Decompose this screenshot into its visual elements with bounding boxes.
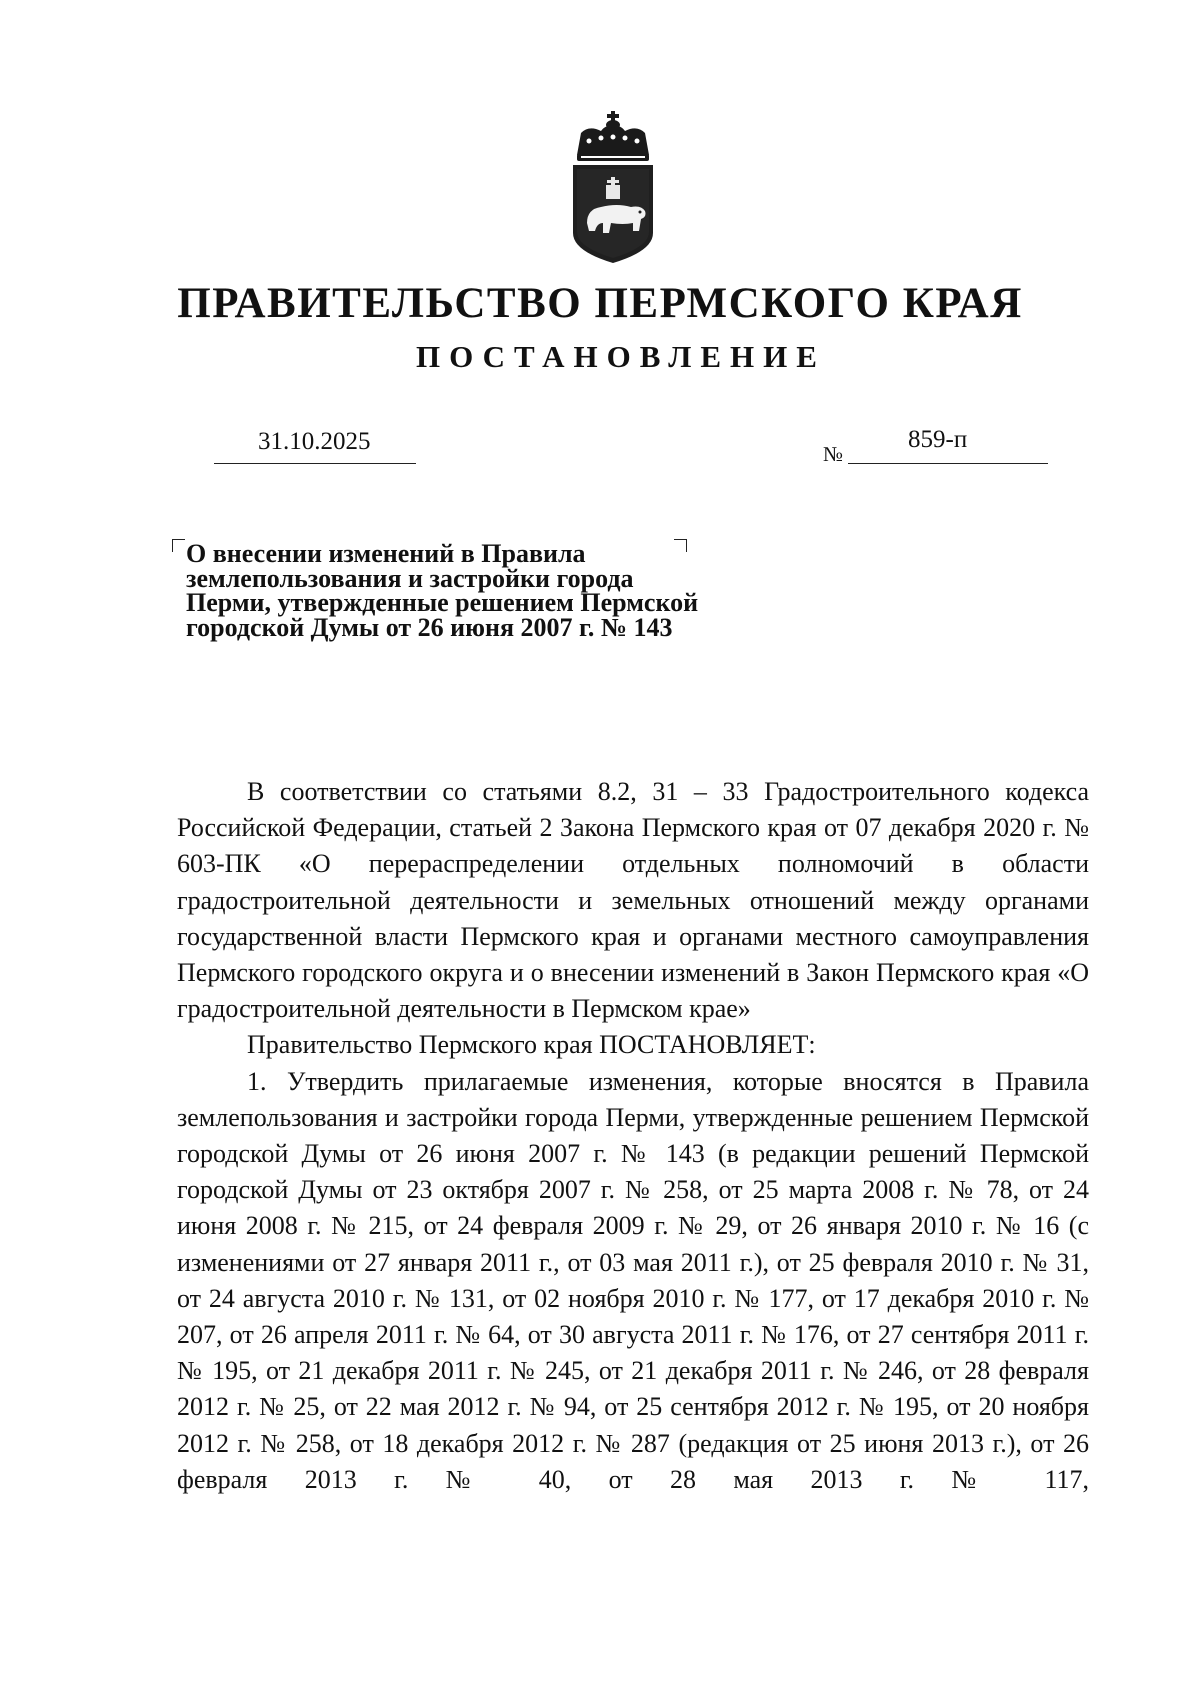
document-number: 859-п [908, 426, 968, 453]
item-1-paragraph: 1. Утвердить прилагаемые изменения, которые вносятся в Правила землепользования и застройки города Перми, утвержденные решением Пермской городской Думы от 26 июня 2007 г. № 143 (в редакции решений Пермской городской Думы от 23 октября 2007 г. № 258, от 25 марта 2008 г. № 78, от 24 июня 2008 г. № 215, от 24 февраля 2009 г. № 29, от 26 января 2010 г. № 16 (с изменениями от 27 января 2011 г., от 03 мая 2011 г.), от 25 февраля 2010 г. № 31, от 24 августа 2010 г. № 131, от 02 ноября 2010 г. № 177, от 17 декабря 2010 г. № 207, от 26 апреля 2011 г. № 64, от 30 августа 2011 г. № 176, от 27 сентября 2011 г. № 195, от 21 декабря 2011 г. № 245, от 21 декабря 2011 г. № 246, от 28 февраля 2012 г. № 25, от 22 мая 2012 г. № 94, от 25 сентября 2012 г. № 195, от 20 ноября 2012 г. № 258, от 18 декабря 2012 г. № 287 (редакция от 25 июня 2013 г.), от 26 февраля 2013 г. № 40, от 28 мая 2013 г. № 117, [177, 1066, 1089, 1494]
document-type: ПОСТАНОВЛЕНИЕ [416, 339, 826, 374]
preamble-paragraph: В соответствии со статьями 8.2, 31 – 33 Градостроительного кодекса Российской Федерации, статьей 2 Закона Пермского края от 07 декабря 2020 г. № 603-ПК «О перераспределении отдельных полномочий в области градостроительной деятельности и земельных отношений между органами государственной власти Пермского края и органами местного самоуправления Пермского городского округа и о внесении изменений в Закон Пермского края «О градостроительной деятельности в Пермском крае» [177, 777, 1089, 1024]
number-field [848, 423, 1048, 464]
coat-of-arms-icon [567, 111, 659, 263]
date-field [214, 423, 416, 464]
document-date: 31.10.2025 [258, 428, 371, 455]
document-body [177, 774, 1089, 1498]
subject-corner-left [172, 539, 185, 552]
document-subject: О внесении изменений в Правила землепользования и застройки города Перми, утвержденные решением Пермской городской Думы от 26 июня 2007 г. № 143 [186, 539, 699, 642]
number-sign: № [823, 442, 844, 466]
government-title: ПРАВИТЕЛЬСТВО ПЕРМСКОГО КРАЯ [177, 280, 1023, 327]
resolves-paragraph: Правительство Пермского края ПОСТАНОВЛЯЕТ: [247, 1030, 816, 1060]
